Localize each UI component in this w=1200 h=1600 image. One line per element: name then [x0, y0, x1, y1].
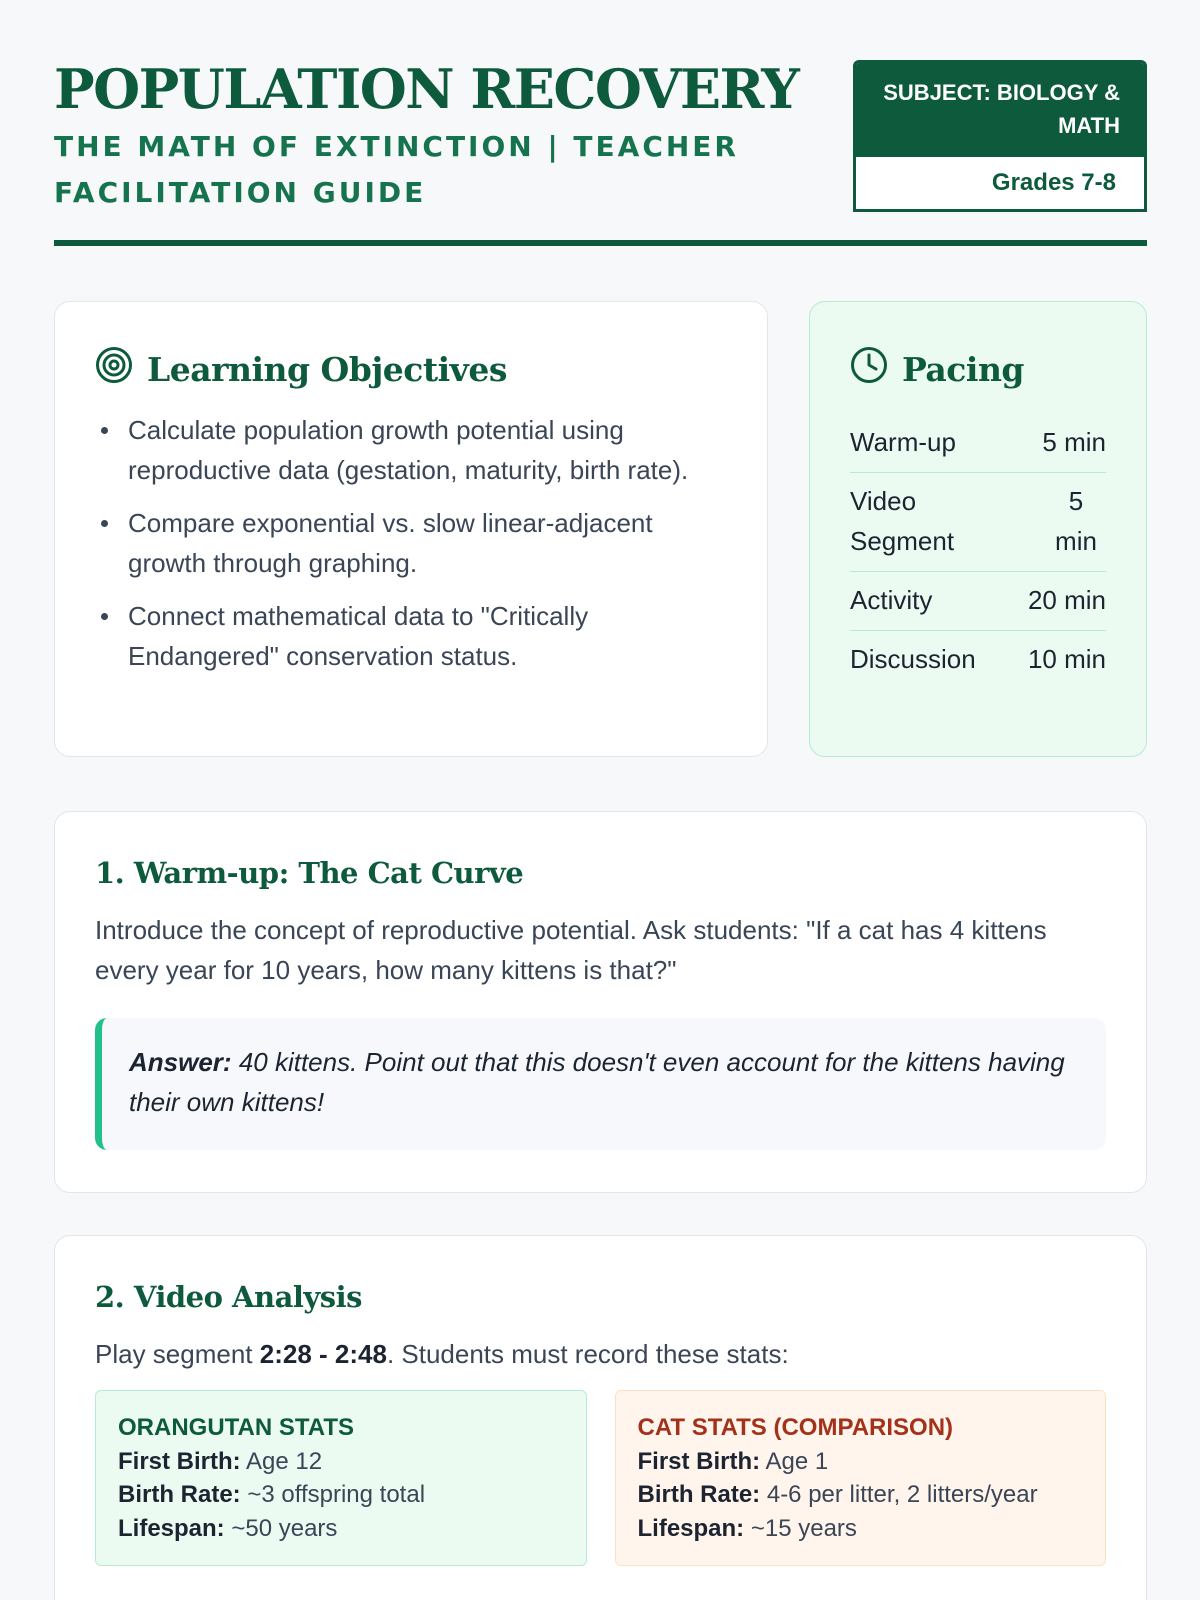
- video-instructions: [95, 1334, 1106, 1374]
- objectives-card: [54, 301, 768, 757]
- objective-item: Calculate population growth potential using reproductive data (gestation, maturity, birth rate).: [95, 410, 727, 490]
- stat-label: Birth Rate:: [637, 1481, 761, 1508]
- pacing-heading-row: [850, 346, 1106, 392]
- pacing-value: 5 min: [1042, 427, 1106, 457]
- video-heading: 2. Video Analysis: [95, 1280, 362, 1314]
- objective-item: Compare exponential vs. slow linear-adjacent growth through graphing.: [95, 503, 727, 583]
- warmup-heading: 1. Warm-up: The Cat Curve: [95, 856, 524, 890]
- pacing-row: [850, 473, 1106, 572]
- answer-text: 40 kittens. Point out that this doesn't even account for the kittens having their own kittens!: [129, 1047, 1065, 1117]
- warmup-card: [54, 811, 1147, 1193]
- pacing-label: Video Segment: [850, 486, 955, 556]
- objectives-heading: Learning Objectives: [147, 349, 507, 389]
- pacing-value: 20 min: [1027, 585, 1106, 615]
- pacing-label: Activity: [850, 585, 933, 615]
- stat-value: ~50 years: [231, 1514, 338, 1542]
- subject-badge: [853, 60, 1147, 212]
- objectives-list: [95, 410, 727, 676]
- cat-stats-title: CAT STATS (COMPARISON): [637, 1414, 954, 1441]
- stat-label: Lifespan:: [637, 1514, 745, 1542]
- header-divider: [54, 240, 1147, 246]
- pacing-value: 10 min: [1027, 644, 1106, 674]
- pacing-table: [850, 414, 1106, 689]
- pacing-row: [850, 572, 1106, 631]
- clock-icon: [850, 346, 888, 392]
- objective-item: Connect mathematical data to "Critically Endangered" conservation status.: [95, 596, 727, 676]
- stat-line: [638, 1478, 1084, 1512]
- answer-callout: [95, 1018, 1106, 1150]
- cat-stats-box: [615, 1390, 1107, 1566]
- objectives-heading-row: [95, 346, 727, 392]
- pacing-row: [850, 631, 1106, 689]
- stat-label: First Birth:: [637, 1447, 761, 1475]
- pacing-row: [850, 414, 1106, 473]
- orangutan-stats-box: [95, 1390, 587, 1566]
- stat-value: 4-6 per litter, 2 litters/year: [766, 1481, 1038, 1508]
- stat-value: ~3 offspring total: [247, 1481, 426, 1508]
- pacing-value: 5 min: [1055, 486, 1097, 556]
- warmup-text: Introduce the concept of reproductive potential. Ask students: "If a cat has 4 kittens every year for 10 years, how many kittens is that?": [95, 915, 1047, 985]
- video-text-before: Play segment: [95, 1339, 260, 1369]
- video-segment-time: 2:28 - 2:48: [259, 1339, 387, 1369]
- pacing-card: [809, 301, 1147, 757]
- badge-grades: Grades 7-8: [991, 169, 1116, 196]
- stat-line: [118, 1478, 564, 1512]
- stat-value: Age 12: [246, 1447, 323, 1475]
- stat-value: ~15 years: [750, 1514, 857, 1542]
- pacing-label: Discussion: [850, 644, 976, 674]
- answer-label: Answer:: [129, 1047, 232, 1077]
- stat-label: Birth Rate:: [118, 1481, 241, 1508]
- stats-row: [95, 1390, 1106, 1566]
- stat-line: [118, 1512, 564, 1546]
- page-title: POPULATION RECOVERY: [54, 57, 799, 121]
- video-text-after: . Students must record these stats:: [386, 1339, 789, 1369]
- stat-line: [638, 1512, 1084, 1546]
- stat-line: [638, 1445, 1084, 1479]
- header: [54, 58, 1147, 208]
- stat-line: [118, 1445, 564, 1479]
- pacing-heading: Pacing: [902, 349, 1025, 389]
- orangutan-stats-title: ORANGUTAN STATS: [118, 1414, 354, 1441]
- page: [54, 0, 1147, 1600]
- badge-subject: SUBJECT: BIOLOGY & MATH: [856, 63, 1144, 157]
- target-icon: [95, 346, 133, 392]
- pacing-label: Warm-up: [850, 427, 956, 457]
- stat-label: Lifespan:: [118, 1514, 225, 1542]
- page-subtitle: THE MATH OF EXTINCTION | TEACHER FACILITATION GUIDE: [54, 130, 739, 209]
- video-card: [54, 1235, 1147, 1600]
- stat-value: Age 1: [765, 1447, 829, 1475]
- stat-label: First Birth:: [118, 1447, 241, 1475]
